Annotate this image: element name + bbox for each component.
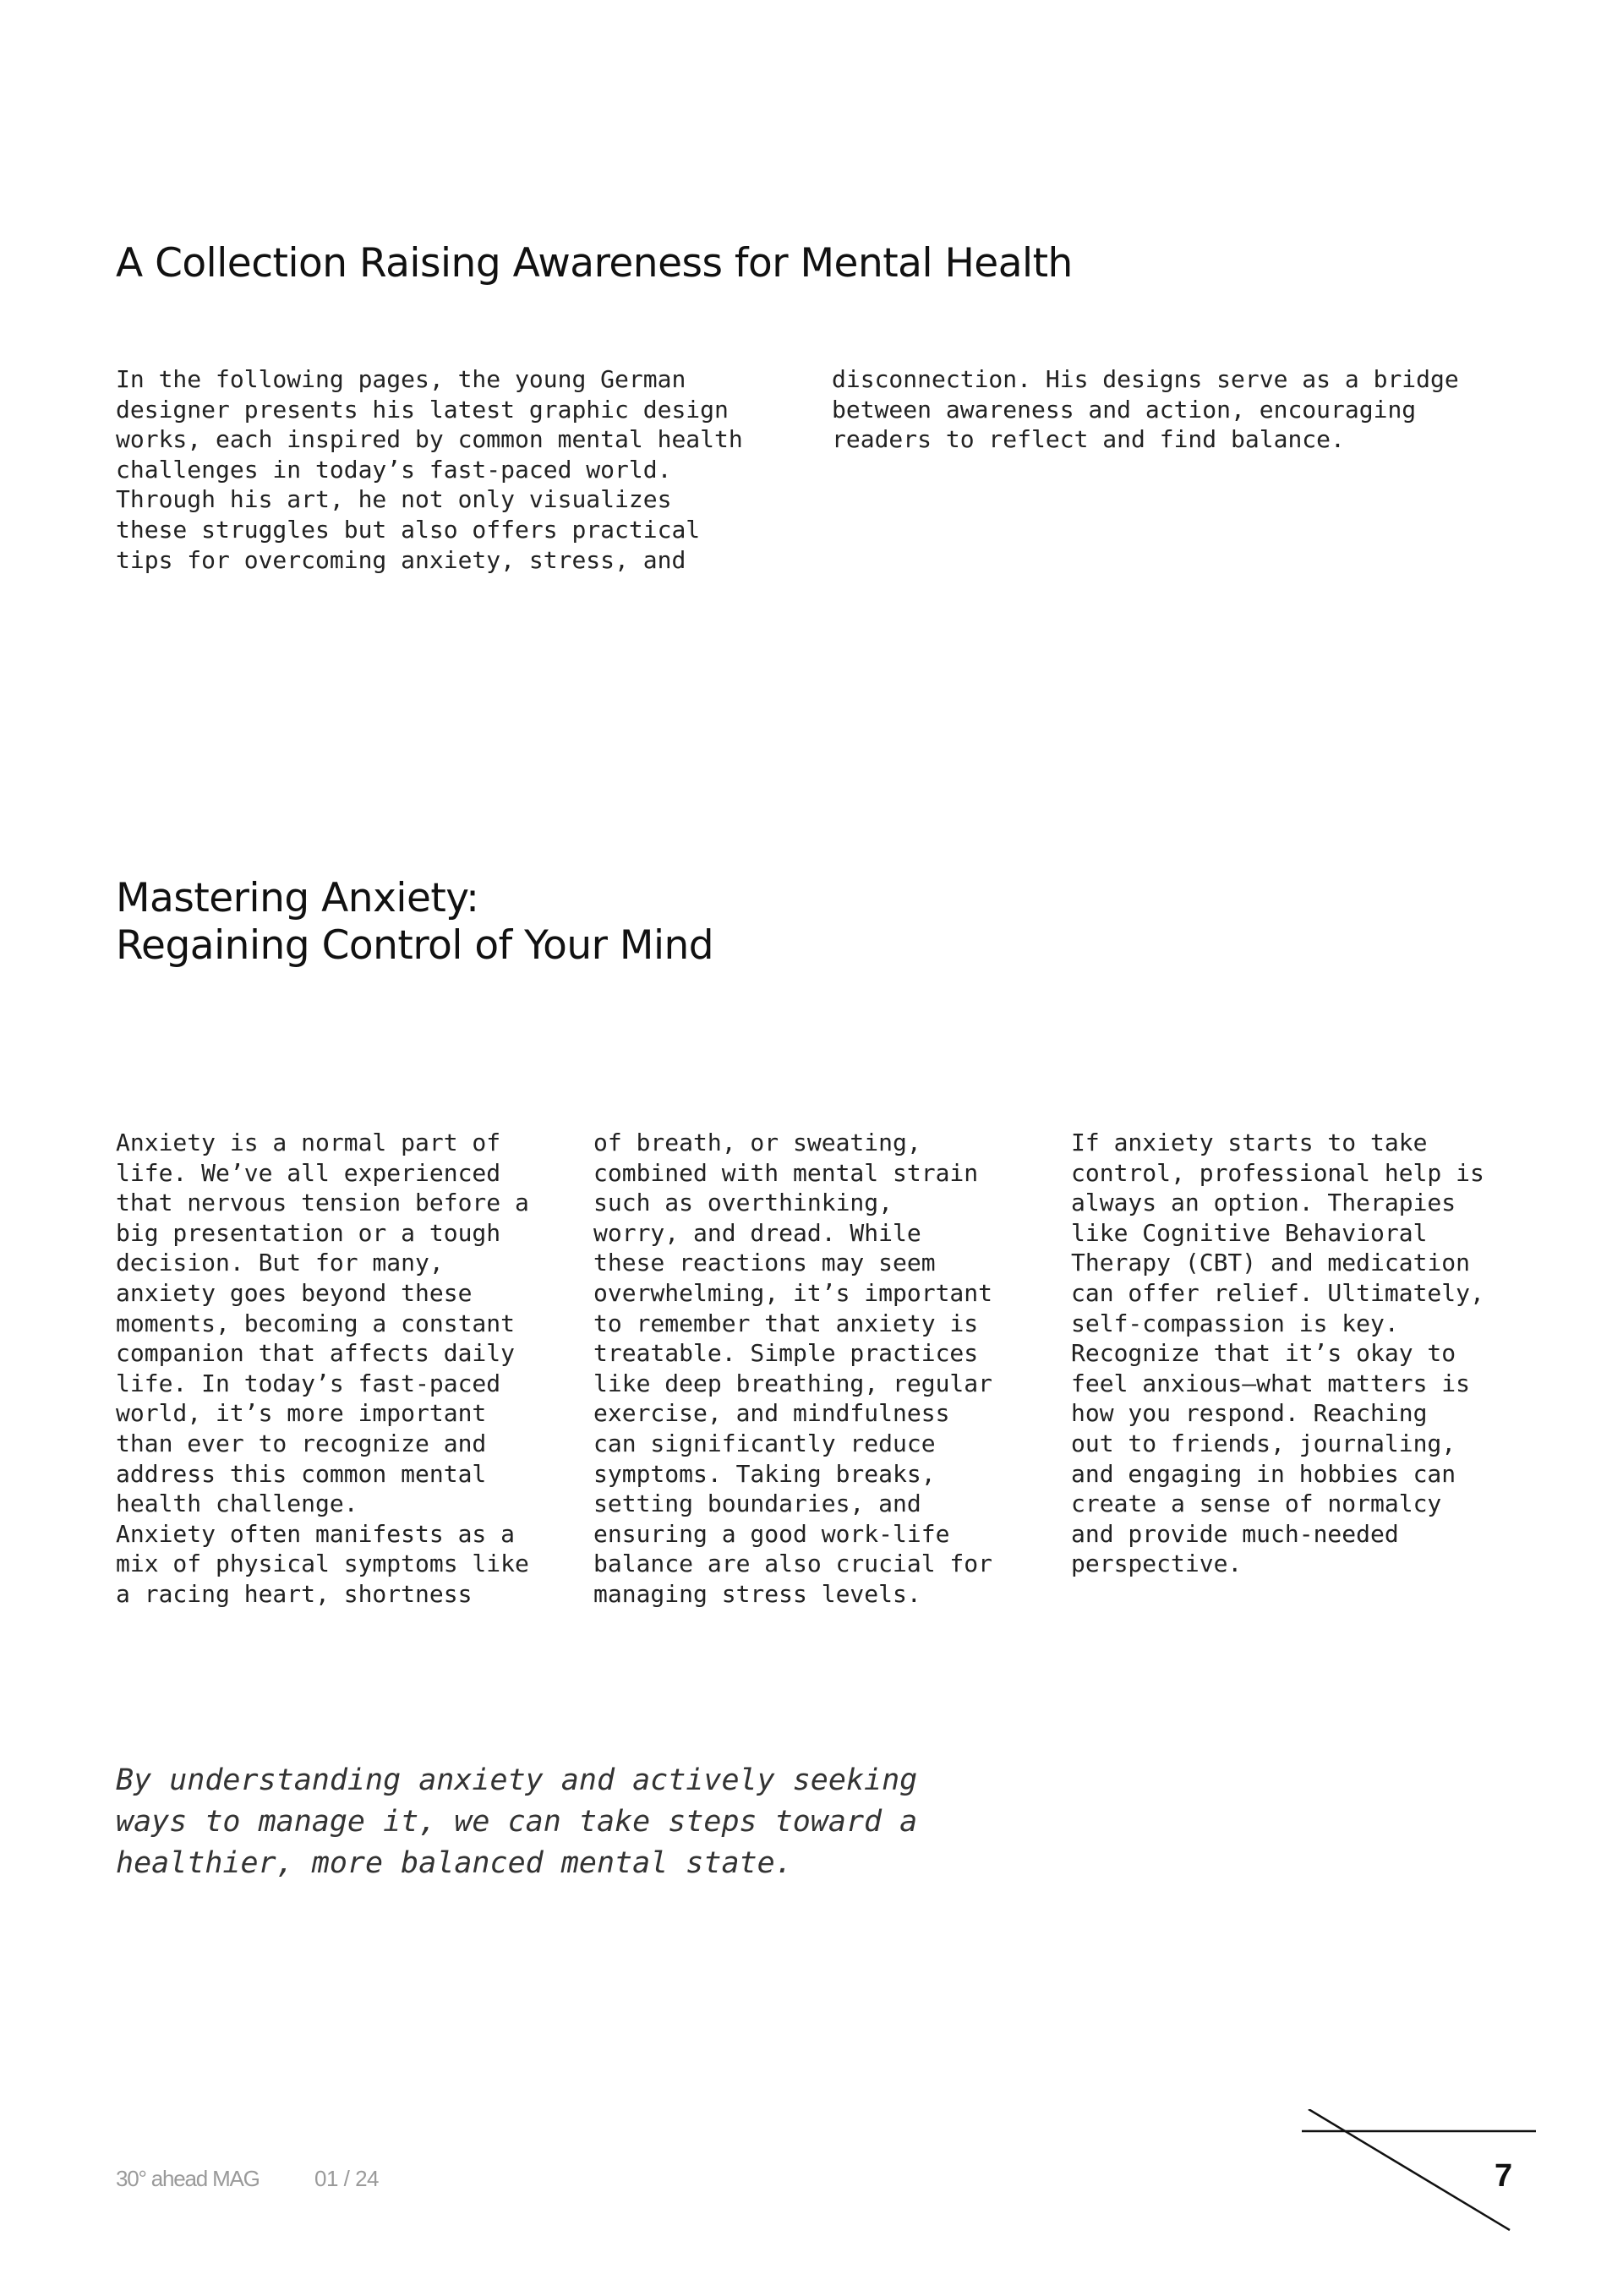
section-heading: A Collection Raising Awareness for Mental Health	[116, 240, 1073, 287]
article-title	[116, 875, 713, 970]
article-title-line-1: Mastering Anxiety:	[116, 875, 479, 921]
intro-column-2: disconnection. His designs serve as a bridge between awareness and action, encouraging readers to reflect and find balance.	[832, 365, 1459, 454]
diagonal-rule	[1309, 2109, 1513, 2230]
page-number: 7	[1495, 2158, 1513, 2194]
intro-column-1: In the following pages, the young German designer presents his latest graphic design works, each inspired by common mental health challenges in today’s fast-paced world. Through his art, he not only visualizes these struggles but also offers practical tips for overcoming anxiety, stress, and	[116, 365, 743, 574]
pull-quote: By understanding anxiety and actively seeking ways to manage it, we can take steps toward a healthier, more balanced mental state.	[116, 1763, 918, 1880]
article-column-1: Anxiety is a normal part of life. We’ve all experienced that nervous tension before a big presentation or a tough decision. But for many, anxiety goes beyond these moments, becoming a constant companion that affects daily life. In today’s fast-paced world, it’s more important than ever to recognize and address this common mental health challenge. Anxiety often manifests as a mix of physical symptoms like a racing heart, shortness	[116, 1129, 529, 1608]
article-column-2: of breath, or sweating, combined with mental strain such as overthinking, worry, and dread. While these reactions may seem overwhelming, it’s important to remember that anxiety is treatable. Simple practices like deep breathing, regular exercise, and mindfulness can significantly reduce symptoms. Taking breaks, setting boundaries, and ensuring a good work-life balance are also crucial for managing stress levels.	[593, 1129, 993, 1608]
article-column-3: If anxiety starts to take control, professional help is always an option. Therapies like Cognitive Behavioral Therapy (CBT) and medication can offer relief. Ultimately, self-compassion is key. Recognize that it’s okay to feel anxious—what matters is how you respond. Reaching out to friends, journaling, and engaging in hobbies can create a sense of normalcy and provide much-needed perspective.	[1071, 1129, 1484, 1578]
footer-magazine-name: 30° ahead MAG	[116, 2166, 260, 2191]
footer-issue-number: 01 / 24	[314, 2166, 380, 2191]
article-title-line-2: Regaining Control of Your Mind	[116, 922, 714, 969]
